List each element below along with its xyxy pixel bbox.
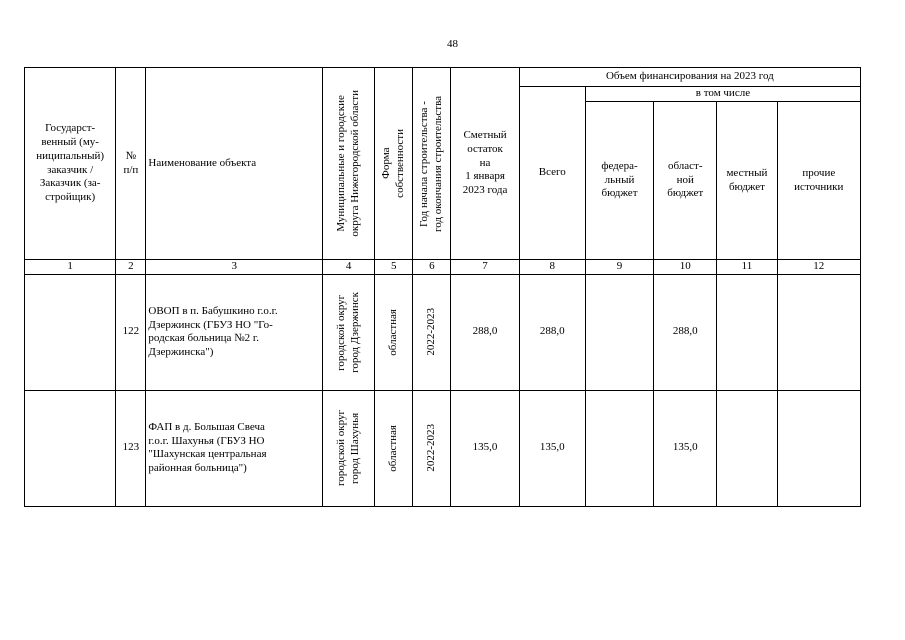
column-number: 10 [654,260,717,275]
column-number: 9 [585,260,653,275]
table-row [25,390,861,506]
header-including: в том числе [585,87,860,102]
header-ownership: Форма собственности [380,129,406,198]
header-years: Год начала строительства - год окончания строительства [418,95,444,232]
row-regional: 135,0 [654,390,717,506]
row-num: 123 [116,390,146,506]
row-ownership-cell [375,390,413,506]
row-ownership: областная [386,308,399,356]
header-other: прочие источники [777,102,860,260]
header-years-cell [413,68,451,260]
column-number: 4 [323,260,375,275]
row-customer [25,274,116,390]
header-regional: област- ной бюджет [654,102,717,260]
header-total: Всего [519,87,585,260]
header-local: местный бюджет [717,102,777,260]
header-district-cell [323,68,375,260]
row-total: 288,0 [519,274,585,390]
column-number: 7 [451,260,519,275]
column-number: 2 [116,260,146,275]
row-customer [25,390,116,506]
row-district-cell [323,390,375,506]
row-local [717,274,777,390]
row-other [777,390,860,506]
header-object-name: Наименование объекта [146,68,323,260]
header-ownership-cell [375,68,413,260]
column-number: 12 [777,260,860,275]
row-estimate: 288,0 [451,274,519,390]
row-district: городской округ город Дзержинск [334,291,361,373]
row-district-cell [323,274,375,390]
row-years-cell [413,274,451,390]
header-federal: федера- льный бюджет [585,102,653,260]
row-years: 2022-2023 [425,308,437,357]
header-financing: Объем финансирования на 2023 год [519,68,860,87]
column-number: 5 [375,260,413,275]
row-regional: 288,0 [654,274,717,390]
header-district: Муниципальные и городские округа Нижегородской области [334,90,361,237]
column-number: 3 [146,260,323,275]
row-ownership-cell [375,274,413,390]
row-estimate: 135,0 [451,390,519,506]
row-federal [585,274,653,390]
row-ownership: областная [386,424,399,472]
column-number: 6 [413,260,451,275]
row-other [777,274,860,390]
row-years: 2022-2023 [425,424,437,473]
row-local [717,390,777,506]
row-object-name: ОВОП в п. Бабушкино г.о.г. Дзержинск (ГБУЗ НО "Го- родская больница №2 г. Дзержинска") [146,274,323,390]
header-customer: Государст- венный (му- ниципальный) заказчик / Заказчик (за- стройщик) [25,68,116,260]
header-num: № п/п [116,68,146,260]
row-district: городской округ город Шахунья [334,410,361,487]
financing-table [24,67,861,507]
header-estimate: Сметный остаток на 1 января 2023 года [451,68,519,260]
page-number: 48 [447,38,458,50]
row-years-cell [413,390,451,506]
row-total: 135,0 [519,390,585,506]
column-number: 11 [717,260,777,275]
table-row [25,274,861,390]
row-federal [585,390,653,506]
row-num: 122 [116,274,146,390]
column-number: 1 [25,260,116,275]
column-number: 8 [519,260,585,275]
row-object-name: ФАП в д. Большая Свеча г.о.г. Шахунья (ГБУЗ НО "Шахунская центральная районная больница") [146,390,323,506]
